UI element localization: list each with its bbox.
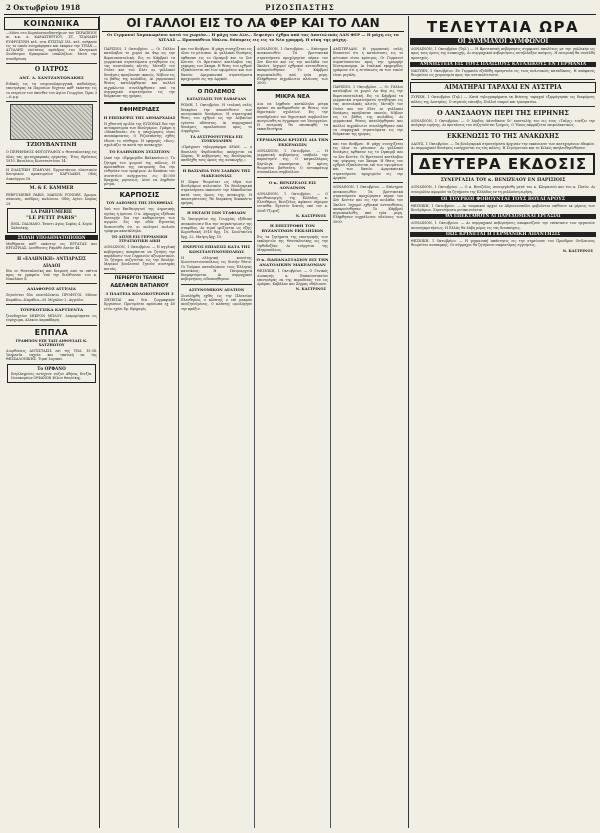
polemos-text: ΡΩΜΗ, 1 Οκτωβρίου. Η ιταλική σελίς διακρίνει την αποσύνθεσιν των αυστριακών δυνάμεων. Η στρατηγική θέσις του εχθρού εις την Αλβανίαν εγένετο αδύνατος. Αι συμμαχικαί δυνάμεις προελαύνουν προς το Δυρράχιον. (181, 103, 252, 134)
germ-crisis-text: ΛΟΝΔΙΝΟΝ, 1 Οκτωβρίου. — Η γερμανική κυβέρνησις υπέβαλε την παραίτησίν της. Ο καγκελλάριος Χέρτλιγκ αποσύρεται. Η κρίσις θεωρείται βαθυτάτη. Ο αυτοκράτωρ συνεκάλεσε συμβούλιον. (257, 148, 328, 175)
astyn-heading: ΑΣΤΥΝΟΜΙΚΟΝ ΔΕΛΤΙΟΝ (188, 286, 245, 292)
perier-text: ΖΗΤΕΙΤΑΙ και διά ζωγραφικόν Εργασίαν. Προτιμάται πρόσωπα εχ 40 ετών εχάει δρ. Εφημερίς. (104, 297, 175, 311)
parfumerie-ad (7, 208, 96, 233)
masthead (4, 2, 596, 15)
amnesia-heading: ΑΔΙΑΦΟΡΟΣ ΑΓΓΕΛΙΑ (27, 286, 76, 292)
ektagi-text: Το Υπουργείον της Γεωργίας εξέδωκε ανακοίνωσιν δια την συγκέντρωσιν της σταφίδος. Αι τιμαί ορίζονται ως εξής: Κορινθιακή 1918 δρχ. 18, Σουλτανίνα δρχ. 22, Μαύρη δρχ. 15. (181, 217, 252, 239)
astyn-text: Συνελήφθη εχθές εις την Πλατείαν Ελευθερίας ο κλέπτης ο επί μακρόν αναζητούμενος. Ο κλέπτης ωμολόγησε την πράξιν. (181, 293, 252, 311)
column-last-hour (408, 16, 597, 828)
stockholm-text: «Πράγματι τηλεγράφημα ΔΡΑΜ. — ο Βασιλεύς Φερδινάνδος απέρχεται εκ Σόφιας. Η κυβέρνησις της Βουλγαρίας απεδέχθη τους όρους της ανακωχής.» (181, 145, 252, 163)
photographer-ad-heading: ΤΖΙΟΥΒΑΝΤΙΝΗ (26, 142, 77, 149)
venizelos-london-heading: Ο κ. ΒΕΝΙΖΕΛΟΣ ΕΙΣ ΛΟΝΔΙΝΟΝ (268, 179, 317, 190)
venizelos-london-text: ΛΟΝΔΙΝΟΝ, 1 Οκτωβρίου. — Ο πρωθυπουργός της Ελλάδος κ. Ελευθέριος Βενιζέλος αφίκετο σήμερον ενταύθα. Εγένετο δεκτός υπό του κ. Λόυδ Τζωρτζ. (257, 191, 328, 213)
iatros-heading: Ο ΙΑΤΡΟΣ (34, 66, 69, 74)
article-london-text: ΛΟΝΔΙΝΟΝ, 1 Οκτωβρίου. — Επίσημον ανακοινωθέν: Τα βρεττανικά στρατεύματα προχώρησαν πέραν του Σεν Κεντέν και εις την κοιλάδα του Σκελντ. Ισχυροί εχθρικαί αντεπιθέσεις απεκρούσθησαν. Το Κάμβραϊ περιεκυκλώθη από τρία μέρη. Ελήφθησαν αιχμάλωτοι πλείονες των 3000. (257, 47, 328, 86)
austria-riots-heading: ΑΙΜΑΤΗΡΑΙ ΤΑΡΑΧΑΙ ΕΝ ΑΥΣΤΡΙΑ (410, 82, 596, 93)
dent-text: ξενοδοχείον ΜΙΚΡΟΝ ΜΠΛΟΥ. Διαμερίσματα ως ευρύχωρα, Αλέκου Λαμπάδαρη. (6, 314, 97, 323)
elastic-ad-text: Η ΕΛΑΣΤΙΚΗ ΣΤΑΦΥΛΗ. Εργοστάσιον ελαστικών Κεντρικόν πρακτορείον ΚΑΡΥΔΑΚΗ. Οδός Λυκούργου 18. (6, 168, 97, 181)
koinonika-text: —Μόνο στο Κοραϊοσπουδαστήριον του ΣΕΡΑΠΕΙΟΥ αι κ.κ. Δ. ΚΑΡΑΣΤΕΡΓΙΟΥ, ΣΤ. ΤΖΑΝΑΚΗ ΕΥΦΡΟΣΥΝΗ κτλ. στα ΕΤΣΙΤΑΣ Ιλλ. κτλ. ανήκουν εις το οποίο ενεγράφησαν και έκαμαν την ΤΙΤΑΝ.—ΑΓΥΑΛΗΣ νεώτατος πρόεδρος του Κεντρικού Συνδέσμου Εμπορικών υπαλλήλων. Μετά την συνεδρίαση. (6, 31, 97, 61)
efimerides-text: Η χθεσινή ομιλία της ΕΥΖΩΝΑΣ δια την αυτοκρατορία των Βουλγάρων. Γράφει η «Μακεδονία» ότι η υποχώρησις είναι αναπόφευκτος. Ο Ριζοσπάστης εχθές έδωσε το σύνθημα. Η εφημερίς «Φως» σχολιάζει τα κατά την ανακωχήν. (104, 121, 175, 148)
article-amsterdam-text: ΑΜΣΤΕΡΔΑΜ. Η γερμανική σελίς διαπιστοί ότι η κατάστασις εις το μέτωπον είναι κρίσιμος. Οι Γερμανοί συμπτύσσονται προς την γραμμήν Χίντεμπουργκ. Αι Ιταλικαί εφημερίδες γράφουν ότι η εντύπωσις εκ των νικών είναι μεγάλη. (333, 47, 403, 77)
enigis-heading: ΕΝΕΡΓΟΣ ΕΠΙΔΕΣΙΣ ΚΑΤΑ ΤΗΣ ΚΩΝΣΤΑΝΤΙΝΟΥΠΟΛΕΩΣ (182, 243, 251, 254)
allies-heading: ΟΙ ΣΥΜΜΑΧΟΙ ΣΥΜΦΩΝΟΙ (410, 38, 596, 45)
article-paris-text: ΠΑΡΙΣΙΟΙ, 1 Οκτωβρίου. — Οι Γάλλοι κατέλαβον το χωριό Λα Φερ εις την Βορειοανατολική. Εις το Κάμβραϊ τα γερμανικά στρατεύματα ηττήθησαν εις τας ανατολικάς κλιτύς. Μεταξύ του Ουίσε και του Ελέτ αι γαλλικαί δυνάμεις προήλασαν ικανώς. Νόβιον εις το βάθος της κοιλάδος. Αι γερμανικαί θέσεις κατελήφθησαν και πολλοί αιχμάλωτοι συνελήφθησαν από τα συμμαχικά στρατεύματα εις την διάρκειαν της ημέρας. (104, 47, 175, 99)
eppla-heading: ΕΠΠΛΑ (34, 327, 69, 337)
center-col-b (178, 46, 254, 828)
last-hour-signature: Ν. ΚΑΣΤΡΙΝΟΣ (562, 248, 593, 253)
lansdowne-text: ΛΟΝΔΙΝΟΝ, 1 Οκτωβρίου. — Ο λόρδος Λάνσδαουν δι' επιστολής του εις τους «Ταΐμς» τονίζει την ανάγκην ειρήνης. Αι προτάσεις του συζητούνται ζωηρώς. Ο Τύπος εκφράζεται επιφυλακτικώς. (411, 119, 595, 128)
polemos-sub: ΚΑΤΑΣΤΑΣΙΣ ΤΟΥ ΕΑΒΑΡΔΑΝ (186, 97, 247, 102)
center-section (102, 16, 404, 828)
article-continued-text: και του Βούβρεν. Η μάχη συνεχίζεται εις όλον το μέτωπον. Αι γαλλικαί δυνάμεις έφθασαν εις το Ωμπεριβ και το Σεν Κεντέν. Οι Βρεττανοί κατέλαβον τας γέφυρας του Σκαρπ. Η θέσις του εχθρού εξαπλώνεται επί των υψωμάτων και των δασών. Αμερικανικά στρατεύματα προχωρούν εις την Αργκόν. (181, 47, 252, 82)
evacuation-text: ΛΑΟΥΣ, 1 Οκτωβρίου. — Τα βουλγαρικά στρατεύματα άρχισαν την εκκένωσιν των κατεχομένων εδαφών. Αι συμμαχικαί δυνάμεις εισέρχονται εις τας πόλεις. Η Στρώμνιτσα και το Κιλκίς απηλευθερώθησαν. (411, 141, 595, 150)
orphan-text: Ενηλλαγμένες αντέχουν σώζον Αθήνας Ευεξία. Νοσοκομείον ΟΡΦΑΝΩΝ Φίλων Θεσ/νίκης. (11, 371, 92, 380)
second-edition-heading: ΔΕΥΤΕΡΑ ΕΚΔΟΣΙΣ (411, 153, 595, 175)
issue-date: 2 Οκτωβρίου 1918 (6, 3, 81, 12)
article-continued-repeat: και του Βούβρεν. Η μάχη συνεχίζεται εις όλον το μέτωπον. Αι γαλλικαί δυνάμεις έφθασαν εις το Ωμπεριβ και το Σεν Κεντέν. Οι Βρεττανοί κατέλαβον τας γέφυρας του Σκαρπ. Η θέσις του εχθρού εξαπλώνεται επί των υψωμάτων και των δασών. Αμερικανικά στρατεύματα προχωρούν εις την Αργκόν. (333, 141, 403, 181)
papanastasiou-heading: Ο κ. ΠΑΠΑΝΑΣΤΑΣΙΟΥ ΕΙΣ ΤΗΝ ΑΝΑΤΟΛΙΚΗΝ ΜΑΚΕΔΟΝΙΑΝ (256, 257, 329, 268)
german-reply-heading: ΠΩΣ ΚΡΙΝΕΤΑΙ Η ΓΕΡΜΑΝΙΚΗ ΑΠΑΝΤΗΣΙΣ (410, 232, 596, 237)
allies-text: ΛΟΝΔΙΝΟΝ, 1 Οκτωβρίου (Τηλ.) — Η Βρεττανική κυβέρνησις συμφωνεί απολύτως με την γαλλικήν ως προς τους όρους της ανακωχής. Αι συμμαχικαί κυβερνήσεις αντήλλαξαν απόψεις. Η επιτροπή θα συνέλθη προσεχώς. (411, 47, 595, 60)
perier-sub: ΑΔΕΛΦΩΝ ΒΑΤΙΑΝΟΥ (110, 282, 169, 289)
polemos-heading: Ο ΠΟΛΕΜΟΣ (197, 89, 236, 96)
koinonika-heading: ΚΟΙΝΩΝΙΚΑ (4, 17, 99, 30)
enigis-text: Η ελληνική κοινότης Κωνσταντινουπόλεως εις δεινήν θέσιν. Οι Τούρκοι καταδιώκουν τους Έλληνας κατοίκους. Η Πατριαρχεία διαμαρτύρεται. Αι συμμαχικαί κυβερνήσεις ειδοποιήθησαν. (181, 255, 252, 282)
ektagi-heading: Η ΕΚΤΑΓΗ ΤΩΝ ΣΤΑΦΙΔΩΝ (187, 210, 246, 216)
kammer-ad-heading: Μ. & F. KAMMER (29, 186, 74, 192)
eppla-text: Διορθώσεις ΑΝΤΙΣΤΑΣΙΣ επί της ΤΗΛ. 15-38. Υπηρεσία ταχεία και τακτική εκ της ΘΕΣΣΑΛΟΝΙΚΗΣ. Τιμαί λογικαί. (6, 348, 97, 362)
efimerides-sub: Η ΕΠΙΣΚΕΨΙΣ ΤΗΣ ΔΗΜΑΡΧΑΙΑΣ (103, 114, 176, 120)
newspaper-title: ΡΙΖΟΣΠΑΣΤΗΣ (265, 3, 335, 12)
turks-fear-text: ΘΕΣΝΙΚΗ, 1 Οκτωβρίου. — Αι τουρκικαί αρχαί εν Αδριανουπόλει φοβούνται επίθεσιν εκ μέρους των Βουλγάρων. Στρατεύματα μετακινούνται. (411, 203, 595, 213)
perier-heading: ΠΕΡΙΕΡΓΟΙ ΤΕΛΙΚΗΣ (114, 275, 165, 281)
venizelos-paris-heading: ΣΥΝΕΡΓΑΣΙΑ ΤΟΥ κ. ΒΕΝΙΖΕΛΟΥ ΕΝ ΠΑΡΙΣΙΟΙΣ (440, 178, 566, 184)
lansdowne-heading: Ο ΛΑΝΣΔΑΟΥΝ ΠΕΡΙ ΤΗΣ ΕΙΡΗΝΗΣ (437, 109, 569, 118)
iatros-name: ΑΝΤ. Δ. ΧΑΝΤΖΑΝΤΩΝΑΚΗΣ (19, 75, 84, 81)
orphan-heading: Το ΟΡΦΑΝΟ (37, 365, 66, 371)
iatros-text: Ειδικός εις τα ωτορινολαρυγγικά, παθολόγος, επιστρέψας εκ Παρισίων δέχεται καθ' εκάστην εις το ιατρείον του όπισθεν του Αγίου Γεωργίου. Ώραι 3—6 μ.μ. (6, 82, 97, 99)
disyp-heading: ΤΟ ΔΙΣΥΠ ΕΙΣ ΓΕΡΜΑΝΙΚΗ ΣΤΡΑΤΙΩΤΙΚΗ ΔΙΚΗ (111, 235, 168, 244)
amnesty-heading: ΑΜΝΗΣΤΕΙΑ ΕΙΣ ΤΟΥΣ ΠΛΑΙΣΙΟΥΣ ΚΑΤΑΔΙΚΟΥΣ ΕΝ ΓΕΡΜΑΝΙΑ (410, 62, 596, 67)
eliniki-heading: Η «ΕΛΛΗΝΙΚΗ» ΑΝΤΙΔΡΑΣΙΣ (17, 255, 86, 261)
last-hour-heading: ΤΕΛΕΥΤΑΙΑ ΩΡΑ (426, 18, 580, 36)
efimerides-heading: ΕΦΗΜΕΡΙΔΕΣ (119, 106, 160, 113)
parfumerie-heading: LA PARFUMERIE (30, 209, 73, 215)
main-headline: ΟΙ ΓΑΛΛΟΙ ΕΙΣ ΤΟ ΛΑ ΦΕΡ ΚΑΙ ΤΟ ΛΑΝ (102, 16, 404, 32)
syssition-heading: ΤΟ ΕΛΛΗΝΙΚΟΝ ΣΥΣΣΙΤΙΟΝ (109, 149, 170, 155)
karposis-text: Υπό του Επιθεωρητού της Δημοτικής υγείας η έρευνα. Ο κ. Δήμαρχος εξέδωκε διαταγήν δια την καθαριότητα των αγορών. Εις την οδόν Εγνατίας διεπιστώθη ότι οι πωληταί πωλούν τρόφιμα ακατάλληλα. (104, 207, 175, 233)
syssition-text: (Από την «Εφημερίδα Βαλκανίων»). Το ζήτημα του ψωμιού της πόλεως. Η προσπάθεια της επιτροπής δια την ευθηνίαν των τροφίμων. Αι δαπάναι του συσσιτίου ανέρχονται εις 40.000 δραχμάς μηνιαίως. Δέον να ληφθούν μέτρα. (104, 156, 175, 187)
vasilia-heading: Η ΒΑΣΙΛΕΙΑ ΤΟΝ ΣΛΑΒΩΝ ΤΗΣ ΜΑΚΕΔΟΝΙΑΣ (182, 167, 251, 178)
works-extension-text: ΛΟΝΔΙΝΟΝ, 1 Οκτωβρίου. — Αι συμμαχικαί κυβερνήσεις αποφασίζουν την επέκτασιν των εργασιών ανασυγκροτήσεως. Η Ελλάς θα λάβη μέρος εις τας διασκέψεις. (411, 221, 595, 230)
german-reply-text: ΘΕΣΝΙΚΗ, 1 Οκτωβρίου. — Η γερμανική απάντησις εις την σημείωσιν του Προέδρου Ουίλσωνος θεωρείται ανεπαρκής. Οι σύμμαχοι θα ζητήσουν σαφεστέρας εγγυήσεις. (411, 239, 595, 248)
eliniki-text: δύο εν Θεσσαλονίκη και διαμονή από τα σπίτια προς τα γραφεία. Υπό την διεύθυνσιν του κ. Νικολάου Χ. (6, 268, 97, 282)
epistrofi-heading: Η ΕΠΙΣΤΡΟΦΗ ΤΟΝ ΒΥΖΑΝΤΙΝΩΝ ΕΚΚΛΗΣΙΩΝ (261, 223, 324, 234)
mikra-text: Δια να ληφθούν κατάλληλα μέτρα πρέπει να καθορισθούν αι θέσεις των δημοτικών σχολείων. Εις την συνεδρίασιν του δημοτικού συμβουλίου ανεγνώσθη το έγγραφον του Υπουργείου. Η επιτροπή θα επισκεφθή τα εκπαιδευτήρια. (257, 101, 328, 132)
mikra-heading: ΜΙΚΡΑ ΝΕΑ (275, 93, 310, 100)
works-extension-heading: ΘΑ ΕΠΕΚΤΑΘΟΥΝ ΑΙ ΠΑΡΕΧΟΜΕΝΑΙ ΕΡΓΑΣΙΑΙ (410, 214, 596, 219)
venizelos-paris-text: ΛΟΝΔΙΝΟΝ, 1 Οκτωβρίου. — Ο κ. Βενιζέλος συνειργάσθη μετά του κ. Κλεμανσώ και του κ. Πισόν. Αι συνομιλίαι αφορούν τα ζητήματα της Ελλάδος εν τη μελλούση ειρήνη. (411, 185, 595, 194)
column-society-ads (4, 16, 100, 828)
amnesia-text: Ζητούνται δύο νεοσύλλεκτοι ΠΡΟΦΥΓΟΙ. Μόνον Καράδια—Καράδια—Μ. Μίχαλου 2. Αγγελία. (6, 293, 97, 302)
papanastasiou-signature: Ν. ΚΑΣΤΡΙΝΟΣ (295, 287, 326, 292)
article-paris-repeat: ΠΑΡΙΣΙΟΙ, 1 Οκτωβρίου. — Οι Γάλλοι κατέλαβον το χωριό Λα Φερ εις την Βορειοανατολική. Εις το Κάμβραϊ τα γερμανικά στρατεύματα ηττήθησαν εις τας ανατολικάς κλιτύς. Μεταξύ του Ουίσε και του Ελέτ αι γαλλικαί δυνάμεις προήλασαν ικανώς. Νόβιον εις το βάθος της κοιλάδος. Αι γερμανικαί θέσεις κατελήφθησαν και πολλοί αιχμάλωτοι συνελήφθησαν από τα συμμαχικά στρατεύματα εις την διάρκειαν της ημέρας. (333, 85, 403, 137)
eliniki-sub: ΔΙΑΔΟΙ (42, 262, 61, 268)
dent-heading: ΤΟΥΡΚΟΤΣΙΚΑ ΚΑΡΤΣΕΝΤΑ (19, 307, 84, 313)
turks-fear-heading: ΟΙ ΤΟΥΡΚΟΙ ΦΟΒΟΥΝΤΑΙ ΤΟΥΣ ΒΟΥΛΓΑΡΟΥΣ (410, 196, 596, 202)
epistrofi-text: Εις τα ζητήματα της επιστροφής των εκκλησιών της Θεσσαλονίκης εις την Ορθοδοξίαν. Αι ενέργειαι της Μητροπόλεως. (257, 235, 328, 252)
center-col-a (102, 46, 177, 828)
school-text: Μαθήματα καθ' εκάστην εις ΕΡΓΑΤΑΣ και ΕΡΓΑΤΡΙΑΣ. Διεύθυνσις Ραμάθυ Λατάν 44. (6, 241, 97, 251)
center-col-d (330, 46, 404, 828)
karposis-sub: ΤΟΥ ΛΑΕΟΜΟΣ ΤΗΣ ΣΥΝΗΘΕΙΑΣ (106, 201, 173, 206)
evacuation-heading: ΕΚΚΕΝΩΣΙΣ ΤΟ ΤΗΣ ΑΝΑΚΩΧΗΣ (447, 132, 559, 140)
papanastasiou-text: ΘΕΣΝΙΚΗ, 1 Οκτωβρίου. — Ο Γενικός Διοικητής κ. Παπαναστασίου επιστρέψας εκ της περιοδείας του εις Δράμαν, Καβάλαν και Σέρρας εδήλωσεν. (257, 269, 328, 287)
school-heading: ΣΧΟΛΗ ΥΠΟΔΗΜΑΤΟΠΟΙΩΝ (5, 235, 98, 240)
disyp-text: ΛΟΝΔΙΝΟΝ, 1 Οκτωβρίου. — Η αγγλική κυβέρνησις απεφάσισε να ζητήση την παράδοσιν των Γερμανών αξιωματικών. Το ζήτημα συζητείται εις την Βουλήν. Μερικοί βουλευταί ζητούν αυστηράς ποινάς. (104, 245, 175, 271)
germ-crisis-heading: ΓΕΡΜΑΝΙΚΑΙ ΚΡΙΣΕΙΣ ΔΙΑ ΤΗΝ ΕΚΚΕΝΩΣΙΝ (256, 136, 329, 147)
center-col-c (254, 46, 330, 828)
main-deck: Οι Γερμανοί Χαρακωμένοι κατά το χωριόν... Η μάχη του Αλν... Ξεφεύγει έχθρα από τας Ανατολικάς ΛΑΝ ΦΕΡ — Η μάχη εις τα ΧΙΤΛΑΣ — Προσπάθεια Μπλεκ. δύναμεις εις εις το Νέο γραμμή. Η νίκη της μάχης. (107, 32, 399, 42)
perier-address: 3 ΠΛΑΤΕΙΑ ΚΟΛΟΚΟΤΡΩΝΗ 3 (105, 290, 174, 296)
orphan-ad (7, 364, 96, 383)
photographer-ad-text: Ο ΠΕΡΙΦΗΜΟΣ ΦΩΤΟΓΡΑΦΟΣ ο Θεσσαλονίκης εις όλας τας φωτογραφικάς εργασίας. Έτος ιδρύσεως 1910. Βασιλέως Κωνσταντίνου 14. (6, 150, 97, 163)
newspaper-page (4, 2, 596, 830)
eppla-sub: ΓΡΑΦΕΙΟΝ ΕΠΙ ΤΑΙΣ ΑΙΘΟΥΣΑΙΣ Κ. ΧΑΤΖΗΩΤΟΥ (15, 338, 88, 347)
amnesty-text: ΝΑΟΥΗΝ, 1 Οκτωβρίου. Εν Γερμανία εξεδόθη αμνηστεία εις τους πολιτικούς καταδίκους. Η απόφασις θεωρείται ως χειρονομία προς την αντιπολίτευσιν. (411, 68, 595, 78)
venizelos-signature: Ν. ΚΑΣΤΡΙΝΟΣ (295, 214, 326, 219)
parfumerie-text: EMIL. DALMANO. Έναντι Αγίας Σοφίας 4. Κυρία Σαλονίκης. (11, 221, 92, 230)
vasilia-text: Η Σόφια θεωρείται ως έδρα των Βουλγάρων πολιτικών. Τα Βουλγαρικά στρατεύματα εκκενούν την Μακεδονίαν κατά τους όρους της ανακωχής. Η αποστράτευσις θα διαρκέση δεκαπέντε ημέρας. (181, 179, 252, 206)
photographer-ad-image (10, 104, 93, 140)
parfumerie-name: "LE PETIT PARIS" (26, 214, 77, 221)
stockholm-heading: ΤΑ ΑΥΣΤΡΟΟΥΓΓΡΙΚΑ ΕΙΣ ΣΤΟΚΧΟΛΜΗΝ (190, 135, 243, 144)
karposis-heading: ΚΑΡΠΟΣΙΣ (119, 191, 160, 200)
article-london-repeat: ΛΟΝΔΙΝΟΝ, 1 Οκτωβρίου. — Επίσημον ανακοινωθέν: Τα βρεττανικά στρατεύματα προχώρησαν πέραν του Σεν Κεντέν και εις την κοιλάδα του Σκελντ. Ισχυροί εχθρικαί αντεπιθέσεις απεκρούσθησαν. Το Κάμβραϊ περιεκυκλώθη από τρία μέρη. Ελήφθησαν αιχμάλωτοι πλείονες των 3000. (333, 185, 403, 224)
kammer-ad-text: PERFUMERIE PARIS, MAISON FONDEE. Άρωμα, σάπωνες, πούδρες, κολώνιαι. Οδός Αγίου Σοφίας 29. (6, 193, 97, 206)
austria-riots-text: ΖΥΡΙΧΗ, 1 Οκτωβρίου (Τηλ.) — Κατά τηλεγραφήματα εκ Βιέννης ταραχαί εξερράγησαν εις διαφόρους πόλεις της Αυστρίας. Ο στρατός επενέβη. Πολλοί νεκροί και τραυματίαι. (411, 95, 595, 104)
